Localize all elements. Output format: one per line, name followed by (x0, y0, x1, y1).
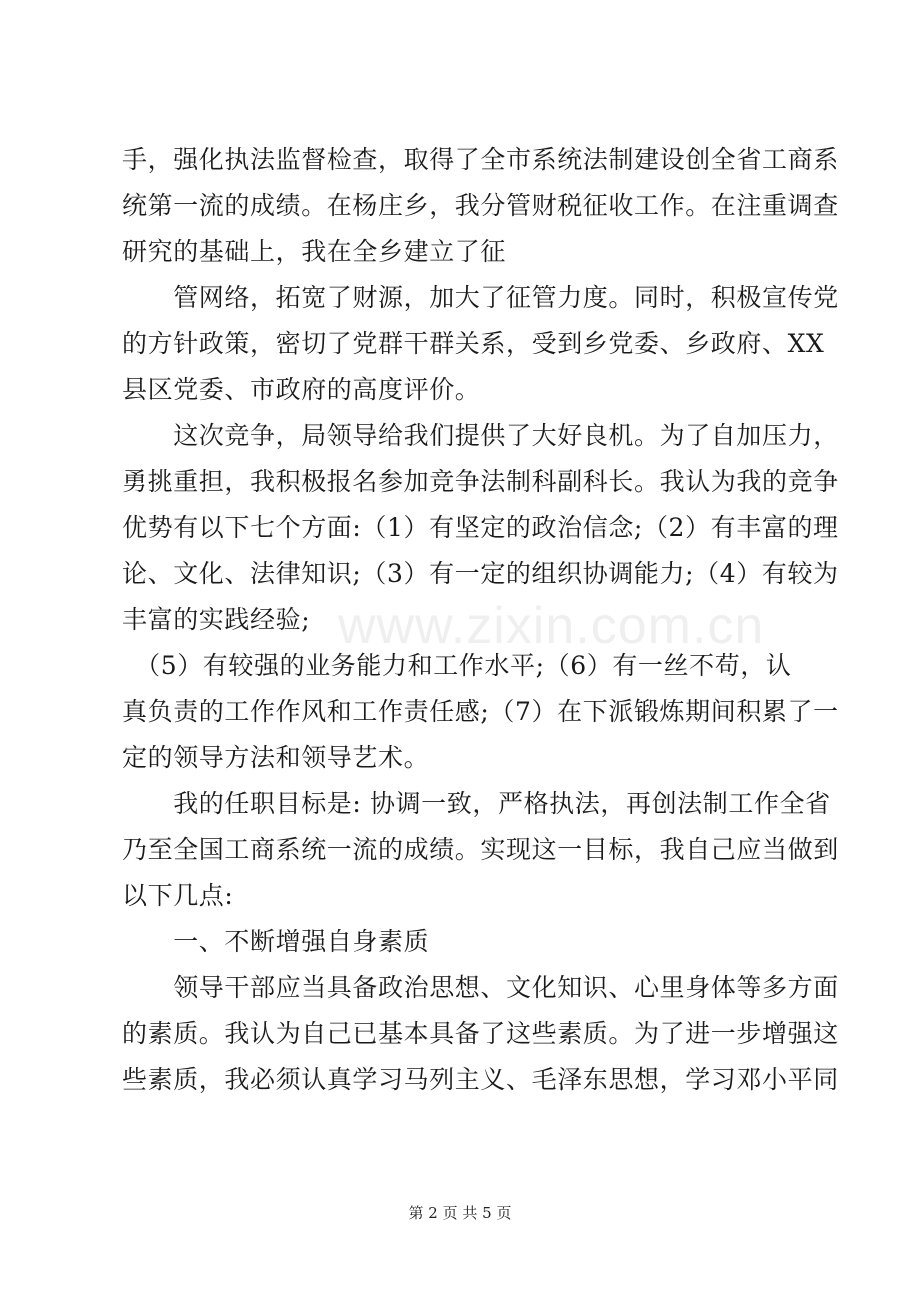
text-line: 手，强化执法监督检查，取得了全市系统法制建设创全省工商系 (122, 145, 839, 174)
watermark: www.zixin.com.cn (338, 597, 765, 655)
text-line: 研究的基础上，我在全乡建立了征 (122, 237, 507, 266)
text-line: 以下几点: (122, 881, 234, 910)
text-line: 一、不断增强自身素质 (122, 927, 430, 956)
text-line: （5）有较强的业务能力和工作水平;（6）有一丝不苟，认 (122, 651, 792, 680)
text-line: 乃至全国工商系统一流的成绩。实现这一目标，我自己应当做到 (122, 835, 839, 864)
text-line: 领导干部应当具备政治思想、文化知识、心里身体等多方面 (122, 973, 839, 1002)
text-line: 管网络，拓宽了财源，加大了征管力度。同时，积极宣传党 (122, 283, 839, 312)
text-line: 统第一流的成绩。在杨庄乡，我分管财税征收工作。在注重调查 (122, 191, 839, 220)
text-line: 丰富的实践经验; (122, 605, 311, 634)
text-line: 的方针政策，密切了党群干群关系，受到乡党委、乡政府、XX (122, 329, 825, 358)
text-line: 我的任职目标是: 协调一致，严格执法，再创法制工作全省 (122, 789, 831, 818)
text-line: 勇挑重担，我积极报名参加竞争法制科副科长。我认为我的竞争 (122, 467, 839, 496)
text-line: 县区党委、市政府的高度评价。 (122, 375, 481, 404)
text-line: 论、文化、法律知识;（3）有一定的组织协调能力;（4）有较为 (122, 559, 839, 588)
text-line: 的素质。我认为自己已基本具备了这些素质。为了进一步增强这 (122, 1019, 839, 1048)
text-line: 定的领导方法和领导艺术。 (122, 743, 430, 772)
text-line: 些素质，我必须认真学习马列主义、毛泽东思想，学习邓小平同 (122, 1065, 839, 1094)
text-line: 优势有以下七个方面:（1）有坚定的政治信念;（2）有丰富的理 (122, 513, 839, 542)
text-line: 这次竞争，局领导给我们提供了大好良机。为了自加压力， (122, 421, 839, 450)
page-number-footer: 第 2 页 共 5 页 (408, 1204, 512, 1222)
text-line: 真负责的工作作风和工作责任感;（7）在下派锻炼期间积累了一 (122, 697, 839, 726)
